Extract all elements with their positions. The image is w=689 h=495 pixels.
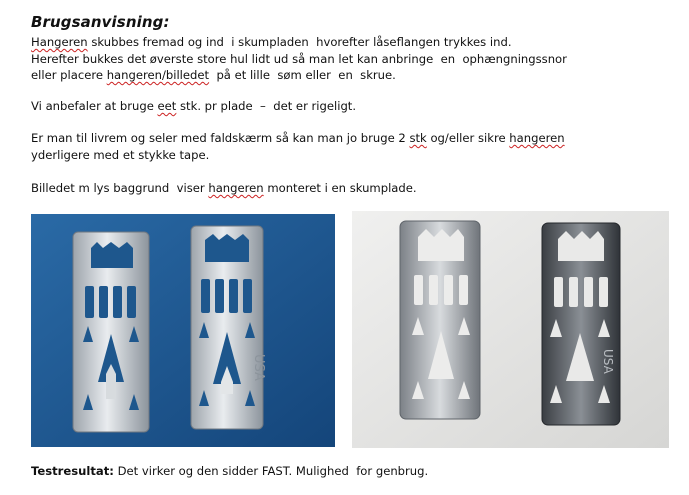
word-hangeren-2: hangeren — [509, 131, 565, 145]
word-stk: stk — [409, 131, 427, 145]
paragraph-safety — [31, 130, 565, 163]
test-result-text: Det virker og den sidder FAST. Mulighed for genbrug. — [113, 464, 429, 478]
word-hangeren-billedet: hangeren/billedet — [106, 68, 210, 82]
caption-a: Billedet m lys baggrund viser — [31, 181, 209, 195]
recommendation-a: Vi anbefaler at bruge — [31, 99, 158, 113]
hanger-right-usa-stamp: USA — [601, 349, 615, 374]
instructions-line-2: Herefter bukkes det øverste store hul lidt ud så man let kan anbringe en ophængningssnor — [31, 51, 567, 66]
hanger-left-usa-stamp: USA — [251, 354, 266, 381]
photo-hangers-mounted-light-background — [352, 211, 669, 448]
document-heading: Brugsanvisning: — [31, 13, 170, 31]
paragraph-recommendation — [31, 98, 356, 115]
instructions-line-3c: på et lille søm eller en skrue. — [209, 68, 396, 82]
paragraph-instructions — [31, 34, 567, 84]
word-eet: eet — [157, 99, 177, 113]
hanger-left — [73, 232, 149, 432]
photo-hangers-blue-background — [31, 214, 335, 447]
hanger-right — [191, 226, 266, 429]
safety-line-2: yderligere med et stykke tape. — [31, 147, 210, 162]
mounted-hanger-right — [542, 223, 620, 425]
word-hangeren-3: hangeren — [208, 181, 264, 195]
caption-c: monteret i en skumplade. — [263, 181, 417, 195]
safety-c: og/eller sikre — [426, 131, 510, 145]
word-hangeren: Hangeren — [31, 35, 88, 49]
instructions-line-1: skubbes fremad og ind i skumpladen hvorefter låseflangen trykkes ind. — [87, 35, 512, 49]
test-result-line — [31, 464, 428, 478]
safety-a: Er man til livrem og seler med faldskærm så kan man jo bruge 2 — [31, 131, 410, 145]
mounted-hanger-left — [400, 221, 480, 419]
recommendation-c: stk. pr plade – det er rigeligt. — [176, 99, 357, 113]
instructions-line-3a: eller placere — [31, 68, 107, 82]
test-result-label: Testresultat: — [31, 464, 114, 478]
paragraph-photo-caption — [31, 180, 417, 197]
